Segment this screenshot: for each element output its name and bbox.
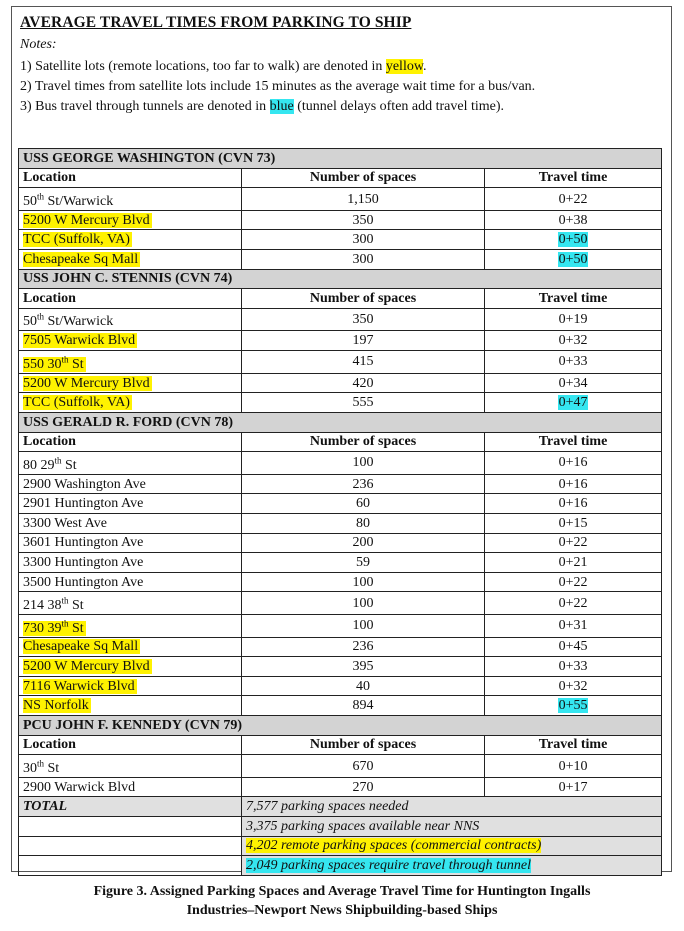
spaces-cell xyxy=(242,373,485,393)
total-row xyxy=(19,797,662,817)
table-row xyxy=(19,676,662,696)
total-label xyxy=(19,797,242,817)
travel-time-cell xyxy=(485,474,662,494)
location-cell-text: Chesapeake Sq Mall xyxy=(23,251,139,267)
travel-time-cell xyxy=(485,553,662,573)
table-row xyxy=(19,777,662,797)
header-location xyxy=(19,432,242,452)
spaces-cell xyxy=(242,614,485,637)
spaces-cell-text: 236 xyxy=(352,476,374,492)
spaces-cell xyxy=(242,777,485,797)
table-row xyxy=(19,553,662,573)
header-location-text: Location xyxy=(23,291,76,307)
table-row xyxy=(19,592,662,615)
location-cell-text: 2900 Washington Ave xyxy=(23,476,146,492)
travel-time-cell xyxy=(485,657,662,677)
spaces-cell-text: 200 xyxy=(352,535,374,551)
spaces-cell xyxy=(242,494,485,514)
location-cell-text: 730 39th St xyxy=(23,617,84,636)
total-blank-cell xyxy=(19,836,242,856)
travel-time-cell xyxy=(485,308,662,331)
location-cell xyxy=(19,494,242,514)
spaces-cell xyxy=(242,351,485,374)
location-cell xyxy=(19,777,242,797)
travel-time-cell xyxy=(485,696,662,716)
travel-time-cell-text: 0+17 xyxy=(558,779,588,795)
spaces-cell-text: 1,150 xyxy=(347,191,379,207)
column-header-row xyxy=(19,432,662,452)
location-cell-text: 550 30th St xyxy=(23,354,84,372)
travel-time-cell xyxy=(485,393,662,413)
spaces-cell xyxy=(242,230,485,250)
location-cell-text: 50th St/Warwick xyxy=(23,311,114,330)
spaces-cell-text: 894 xyxy=(352,698,374,714)
note-3 xyxy=(20,97,660,117)
table-row xyxy=(19,494,662,514)
spaces-cell xyxy=(242,533,485,553)
notes-label: Notes: xyxy=(20,37,57,52)
note-text: (tunnel delays often add travel time). xyxy=(293,99,505,114)
travel-time-cell xyxy=(485,614,662,637)
spaces-cell-text: 100 xyxy=(352,574,374,590)
travel-time-cell xyxy=(485,533,662,553)
table-row xyxy=(19,513,662,533)
spaces-cell-text: 100 xyxy=(352,618,374,634)
spaces-cell xyxy=(242,676,485,696)
location-cell xyxy=(19,308,242,331)
location-cell xyxy=(19,188,242,211)
header-location xyxy=(19,168,242,188)
table-row xyxy=(19,373,662,393)
spaces-cell xyxy=(242,592,485,615)
header-travel-time xyxy=(485,735,662,755)
location-cell xyxy=(19,351,242,374)
header-location-text: Location xyxy=(23,737,76,753)
travel-time-cell-text: 0+31 xyxy=(558,618,588,634)
location-cell xyxy=(19,696,242,716)
column-header-row xyxy=(19,168,662,188)
spaces-cell-text: 100 xyxy=(352,595,374,611)
travel-time-cell xyxy=(485,676,662,696)
caption-line-2: Industries–Newport News Shipbuilding-based Ships xyxy=(186,903,498,918)
total-line xyxy=(242,797,662,817)
column-header-row xyxy=(19,735,662,755)
spaces-cell xyxy=(242,637,485,657)
header-location xyxy=(19,289,242,309)
location-cell-text: 50th St/Warwick xyxy=(23,191,114,209)
table-row xyxy=(19,533,662,553)
travel-time-cell-text: 0+22 xyxy=(558,191,588,207)
location-cell xyxy=(19,553,242,573)
total-line-text: 3,375 parking spaces available near NNS xyxy=(246,818,480,834)
travel-time-cell-text: 0+19 xyxy=(558,312,588,328)
spaces-cell-text: 420 xyxy=(352,375,374,391)
location-cell-text: 2901 Huntington Ave xyxy=(23,496,144,512)
travel-time-cell-text: 0+15 xyxy=(558,515,588,531)
note-highlight-yellow: yellow xyxy=(385,59,424,74)
spaces-cell xyxy=(242,474,485,494)
spaces-cell xyxy=(242,188,485,211)
travel-time-cell xyxy=(485,373,662,393)
spaces-cell xyxy=(242,755,485,778)
travel-time-cell-text: 0+16 xyxy=(558,496,588,512)
location-cell-text: TCC (Suffolk, VA) xyxy=(23,232,130,248)
header-travel-time xyxy=(485,168,662,188)
caption-line-1: Figure 3. Assigned Parking Spaces and Average Travel Time for Huntington Ingalls xyxy=(93,884,591,899)
location-cell xyxy=(19,393,242,413)
spaces-cell-text: 300 xyxy=(352,232,374,248)
spaces-cell-text: 300 xyxy=(352,251,374,267)
header-location xyxy=(19,735,242,755)
ship-name xyxy=(19,269,662,289)
header-spaces-text: Number of spaces xyxy=(309,434,417,450)
ship-name-text: USS GERALD R. FORD (CVN 78) xyxy=(23,414,234,430)
note-text: . xyxy=(423,59,427,74)
travel-time-cell xyxy=(485,637,662,657)
location-cell-text: TCC (Suffolk, VA) xyxy=(23,395,130,411)
location-cell xyxy=(19,614,242,637)
travel-time-cell xyxy=(485,250,662,270)
header-spaces xyxy=(242,168,485,188)
travel-time-cell xyxy=(485,210,662,230)
location-cell-text: 3300 Huntington Ave xyxy=(23,554,144,570)
header-spaces xyxy=(242,735,485,755)
spaces-cell-text: 670 xyxy=(352,758,374,774)
travel-time-cell-text: 0+32 xyxy=(558,333,588,349)
travel-time-cell-text: 0+47 xyxy=(558,395,588,411)
total-row xyxy=(19,856,662,876)
ship-header-row xyxy=(19,412,662,432)
location-cell xyxy=(19,373,242,393)
location-cell xyxy=(19,452,242,475)
header-location-text: Location xyxy=(23,434,76,450)
spaces-cell xyxy=(242,553,485,573)
header-travel-time xyxy=(485,432,662,452)
note-highlight-blue: blue xyxy=(269,99,294,114)
table-row xyxy=(19,308,662,331)
header-spaces xyxy=(242,432,485,452)
header-travel-time-text: Travel time xyxy=(538,170,608,186)
ship-name xyxy=(19,149,662,169)
location-cell xyxy=(19,572,242,592)
spaces-cell-text: 40 xyxy=(356,678,370,694)
travel-time-cell-text: 0+22 xyxy=(558,595,588,611)
header-travel-time-text: Travel time xyxy=(538,434,608,450)
travel-time-cell-text: 0+10 xyxy=(558,758,588,774)
figure-caption xyxy=(0,882,684,920)
location-cell xyxy=(19,250,242,270)
parking-table xyxy=(18,148,662,876)
travel-time-cell-text: 0+45 xyxy=(558,639,588,655)
ship-header-row xyxy=(19,149,662,169)
location-cell-text: 3500 Huntington Ave xyxy=(23,574,144,590)
location-cell xyxy=(19,230,242,250)
header-travel-time-text: Travel time xyxy=(538,291,608,307)
total-line xyxy=(242,817,662,837)
note-text: 3) Bus travel through tunnels are denoted in xyxy=(20,99,270,114)
location-cell-text: 3601 Huntington Ave xyxy=(23,535,144,551)
travel-time-cell xyxy=(485,777,662,797)
note-text: 2) Travel times from satellite lots include 15 minutes as the average wait time for a bus/van. xyxy=(20,79,536,94)
travel-time-cell xyxy=(485,572,662,592)
location-cell-text: 7505 Warwick Blvd xyxy=(23,333,136,349)
header-spaces-text: Number of spaces xyxy=(309,291,417,307)
travel-time-cell-text: 0+16 xyxy=(558,455,588,471)
spaces-cell-text: 350 xyxy=(352,312,374,328)
spaces-cell-text: 80 xyxy=(356,515,370,531)
location-cell-text: 5200 W Mercury Blvd xyxy=(23,659,150,675)
location-cell-text: 30th St xyxy=(23,758,60,776)
header-spaces-text: Number of spaces xyxy=(309,737,417,753)
spaces-cell-text: 60 xyxy=(356,496,370,512)
spaces-cell-text: 270 xyxy=(352,779,374,795)
location-cell-text: NS Norfolk xyxy=(23,698,89,714)
location-cell xyxy=(19,533,242,553)
total-blank-cell xyxy=(19,817,242,837)
spaces-cell-text: 197 xyxy=(352,333,374,349)
location-cell-text: 80 29th St xyxy=(23,455,77,473)
spaces-cell-text: 100 xyxy=(352,455,374,471)
travel-time-cell xyxy=(485,452,662,475)
table-row xyxy=(19,474,662,494)
table-row xyxy=(19,250,662,270)
travel-time-cell xyxy=(485,513,662,533)
location-cell-text: 3300 West Ave xyxy=(23,515,107,531)
ship-header-row xyxy=(19,716,662,736)
location-cell-text: 7116 Warwick Blvd xyxy=(23,678,135,694)
location-cell-text: 5200 W Mercury Blvd xyxy=(23,375,150,391)
header-spaces xyxy=(242,289,485,309)
total-label-text: TOTAL xyxy=(23,799,68,815)
spaces-cell xyxy=(242,513,485,533)
table-row xyxy=(19,188,662,211)
table-row xyxy=(19,696,662,716)
header-travel-time-text: Travel time xyxy=(538,737,608,753)
spaces-cell-text: 395 xyxy=(352,659,374,675)
spaces-cell xyxy=(242,696,485,716)
location-cell xyxy=(19,474,242,494)
table-row xyxy=(19,657,662,677)
travel-time-cell xyxy=(485,592,662,615)
travel-time-cell xyxy=(485,230,662,250)
spaces-cell-text: 59 xyxy=(356,554,370,570)
travel-time-cell-text: 0+32 xyxy=(558,678,588,694)
travel-time-cell xyxy=(485,331,662,351)
total-line-text: 7,577 parking spaces needed xyxy=(246,799,409,815)
location-cell-text: 5200 W Mercury Blvd xyxy=(23,212,150,228)
ship-name-text: USS JOHN C. STENNIS (CVN 74) xyxy=(23,271,233,287)
travel-time-cell-text: 0+22 xyxy=(558,574,588,590)
location-cell xyxy=(19,331,242,351)
ship-name-text: PCU JOHN F. KENNEDY (CVN 79) xyxy=(23,717,243,733)
table-row xyxy=(19,210,662,230)
total-line xyxy=(242,856,662,876)
location-cell-text: Chesapeake Sq Mall xyxy=(23,639,139,655)
travel-time-cell-text: 0+38 xyxy=(558,212,588,228)
spaces-cell xyxy=(242,250,485,270)
location-cell xyxy=(19,657,242,677)
spaces-cell xyxy=(242,308,485,331)
spaces-cell-text: 236 xyxy=(352,639,374,655)
travel-time-cell xyxy=(485,755,662,778)
travel-time-cell-text: 0+55 xyxy=(558,698,588,714)
notes-list xyxy=(20,57,660,117)
total-line xyxy=(242,836,662,856)
table-row xyxy=(19,393,662,413)
location-cell xyxy=(19,637,242,657)
location-cell xyxy=(19,513,242,533)
spaces-cell-text: 415 xyxy=(352,354,374,370)
spaces-cell-text: 555 xyxy=(352,395,374,411)
total-blank-cell xyxy=(19,856,242,876)
location-cell xyxy=(19,676,242,696)
travel-time-cell-text: 0+34 xyxy=(558,375,588,391)
total-row xyxy=(19,836,662,856)
table-row xyxy=(19,614,662,637)
travel-time-cell-text: 0+22 xyxy=(558,535,588,551)
travel-time-cell-text: 0+50 xyxy=(558,251,588,267)
header-location-text: Location xyxy=(23,170,76,186)
table-row xyxy=(19,572,662,592)
travel-time-cell xyxy=(485,188,662,211)
spaces-cell-text: 350 xyxy=(352,212,374,228)
travel-time-cell-text: 0+50 xyxy=(558,232,588,248)
table-row xyxy=(19,637,662,657)
travel-time-cell-text: 0+16 xyxy=(558,476,588,492)
ship-name xyxy=(19,716,662,736)
table-row xyxy=(19,331,662,351)
spaces-cell xyxy=(242,572,485,592)
table-row xyxy=(19,755,662,778)
spaces-cell xyxy=(242,452,485,475)
ship-name-text: USS GEORGE WASHINGTON (CVN 73) xyxy=(23,150,276,166)
travel-time-cell-text: 0+33 xyxy=(558,354,588,370)
travel-time-cell-text: 0+33 xyxy=(558,659,588,675)
total-line-text: 4,202 remote parking spaces (commercial contracts) xyxy=(246,838,542,854)
travel-time-cell xyxy=(485,494,662,514)
total-line-text: 2,049 parking spaces require travel through tunnel xyxy=(246,858,532,874)
spaces-cell xyxy=(242,657,485,677)
location-cell xyxy=(19,592,242,615)
note-2 xyxy=(20,77,660,97)
travel-time-cell-text: 0+21 xyxy=(558,554,588,570)
total-row xyxy=(19,817,662,837)
column-header-row xyxy=(19,289,662,309)
note-text: 1) Satellite lots (remote locations, too far to walk) are denoted in xyxy=(20,59,386,74)
table-row xyxy=(19,452,662,475)
location-cell-text: 214 38th St xyxy=(23,595,84,613)
header-spaces-text: Number of spaces xyxy=(309,170,417,186)
spaces-cell xyxy=(242,210,485,230)
ship-name xyxy=(19,412,662,432)
table-row xyxy=(19,230,662,250)
header-travel-time xyxy=(485,289,662,309)
note-1 xyxy=(20,57,660,77)
spaces-cell xyxy=(242,393,485,413)
spaces-cell xyxy=(242,331,485,351)
table-row xyxy=(19,351,662,374)
location-cell xyxy=(19,755,242,778)
ship-header-row xyxy=(19,269,662,289)
travel-time-cell xyxy=(485,351,662,374)
location-cell xyxy=(19,210,242,230)
location-cell-text: 2900 Warwick Blvd xyxy=(23,779,136,795)
page-title: AVERAGE TRAVEL TIMES FROM PARKING TO SHIP xyxy=(20,14,412,31)
